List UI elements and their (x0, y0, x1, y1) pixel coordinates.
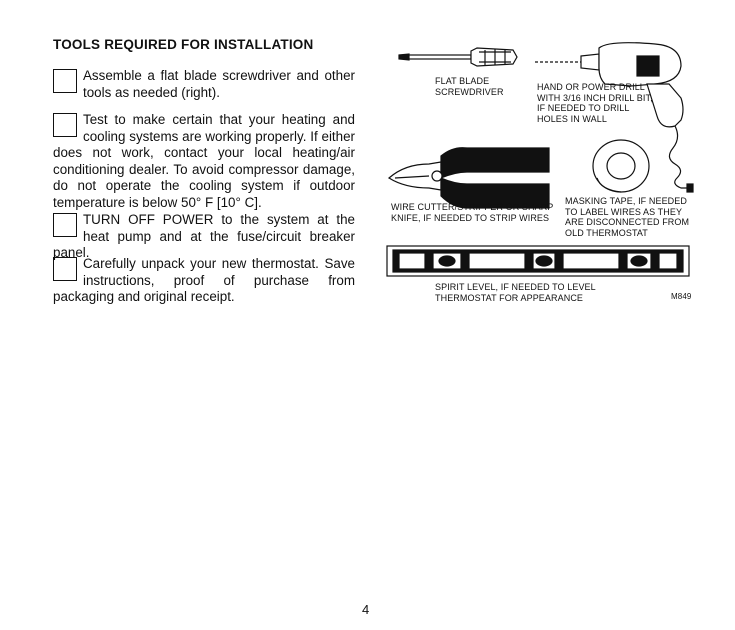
spirit-level-drawing (387, 246, 689, 276)
spirit-level-label: SPIRIT LEVEL, IF NEEDED TO LEVEL THERMOSTAT FOR APPEARANCE (435, 282, 596, 303)
masking-tape-drawing (593, 140, 649, 192)
step-checkbox[interactable] (53, 257, 77, 281)
drill-label: HAND OR POWER DRILL WITH 3/16 INCH DRILL BIT, IF NEEDED TO DRILL HOLES IN WALL (537, 82, 653, 124)
figure-code: M849 (671, 292, 692, 301)
step-text: Test to make certain that your heating and cooling systems are working properly. If either does not work, contact your local heating/air conditioning dealer. To avoid compressor damage, do not operate the cooling system if outdoor temperature is below 50° F [10° C]. (53, 112, 355, 210)
wire-cutter-drawing (389, 148, 549, 208)
step-unpack (53, 256, 355, 306)
step-text: Assemble a flat blade screwdriver and other tools as needed (right). (83, 68, 355, 100)
step-text: Carefully unpack your new thermostat. Save instructions, proof of purchase from packaging and original receipt. (53, 256, 355, 305)
screwdriver-label: FLAT BLADE SCREWDRIVER (435, 76, 504, 97)
masking-tape-label: MASKING TAPE, IF NEEDED TO LABEL WIRES AS THEY ARE DISCONNECTED FROM OLD THERMOSTAT (565, 196, 690, 238)
page-number: 4 (362, 602, 370, 617)
step-checkbox[interactable] (53, 213, 77, 237)
step-assemble-tools (53, 68, 355, 101)
screwdriver-drawing (399, 48, 517, 66)
section-heading: TOOLS REQUIRED FOR INSTALLATION (53, 37, 314, 52)
step-checkbox[interactable] (53, 113, 77, 137)
step-text: TURN OFF POWER to the system at the heat pump and at the fuse/circuit breaker panel. (53, 212, 355, 261)
step-turn-off-power (53, 212, 355, 262)
tools-figure (385, 38, 705, 318)
wire-cutter-label: WIRE CUTTER/STRIPPER OR SHARP KNIFE, IF NEEDED TO STRIP WIRES (391, 202, 554, 223)
tools-illustration (385, 38, 705, 318)
step-checkbox[interactable] (53, 69, 77, 93)
step-test-systems (53, 112, 355, 212)
